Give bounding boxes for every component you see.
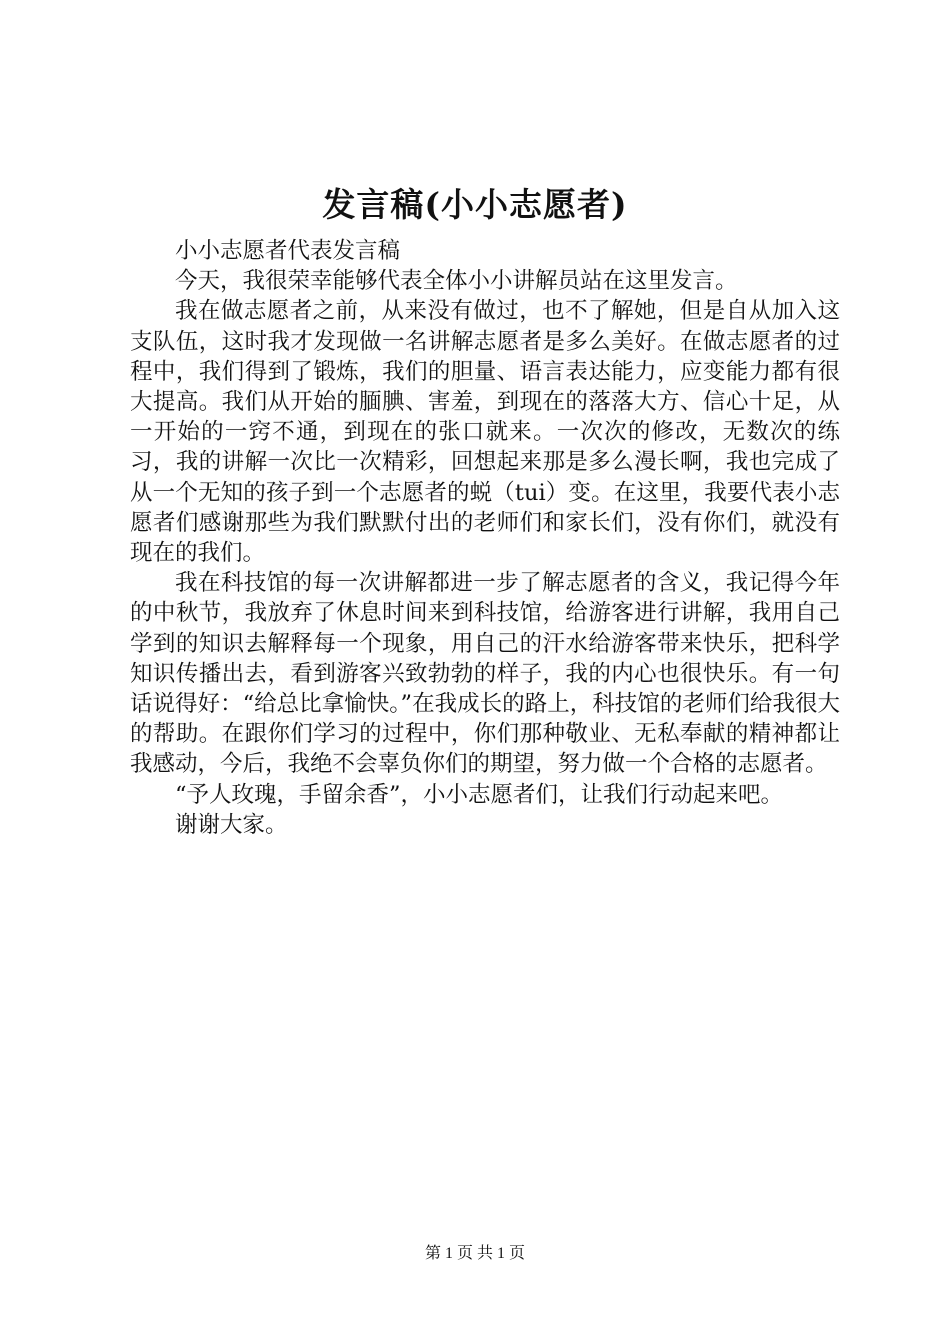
paragraph-call-to-action: “予人玫瑰，手留余香”，小小志愿者们，让我们行动起来吧。 [175,781,784,808]
paragraph-thanks: 谢谢大家。 [175,811,288,838]
paragraph-opening: 今天，我很荣幸能够代表全体小小讲解员站在这里发言。 [175,268,738,295]
document-title: 发言稿(小小志愿者) [322,185,628,224]
paragraph-subtitle: 小小志愿者代表发言稿 [175,238,401,264]
page-footer: 第 1 页 共 1 页 [424,1245,525,1262]
paragraph-experience: 我在做志愿者之前，从来没有做过，也不了解她，但是自从加入这支队伍，这时我才发现做一名讲解志愿者是多么美好。在做志愿者的过程中，我们得到了锻炼，我们的胆量、语言表达能力，应变能力都有很大提高。我们从开始的腼腆、害羞，到现在的落落大方、信心十足，从一开始的一窍不通，到现在的张口就来。一次次的修改，无数次的练习，我的讲解一次比一次精彩，回想起来那是多么漫长啊，我也完成了从一个无知的孩子到一个志愿者的蜕（tui）变。在这里，我要代表小志愿者们感谢那些为我们默默付出的老师们和家长们，没有你们，就没有现在的我们。 [130,298,840,567]
paragraph-science-museum: 我在科技馆的每一次讲解都进一步了解志愿者的含义，我记得今年的中秋节，我放弃了休息时间来到科技馆，给游客进行讲解，我用自己学到的知识去解释每一个现象，用自己的汗水给游客带来快乐，把科学知识传播出去，看到游客兴致勃勃的样子，我的内心也很快乐。有一句话说得好：“给总比拿愉快。”在我成长的路上，科技馆的老师们给我很大的帮助。在跟你们学习的过程中，你们那种敬业、无私奉献的精神都让我感动，今后，我绝不会辜负你们的期望，努力做一个合格的志愿者。 [130,570,840,778]
document-body [130,236,840,840]
